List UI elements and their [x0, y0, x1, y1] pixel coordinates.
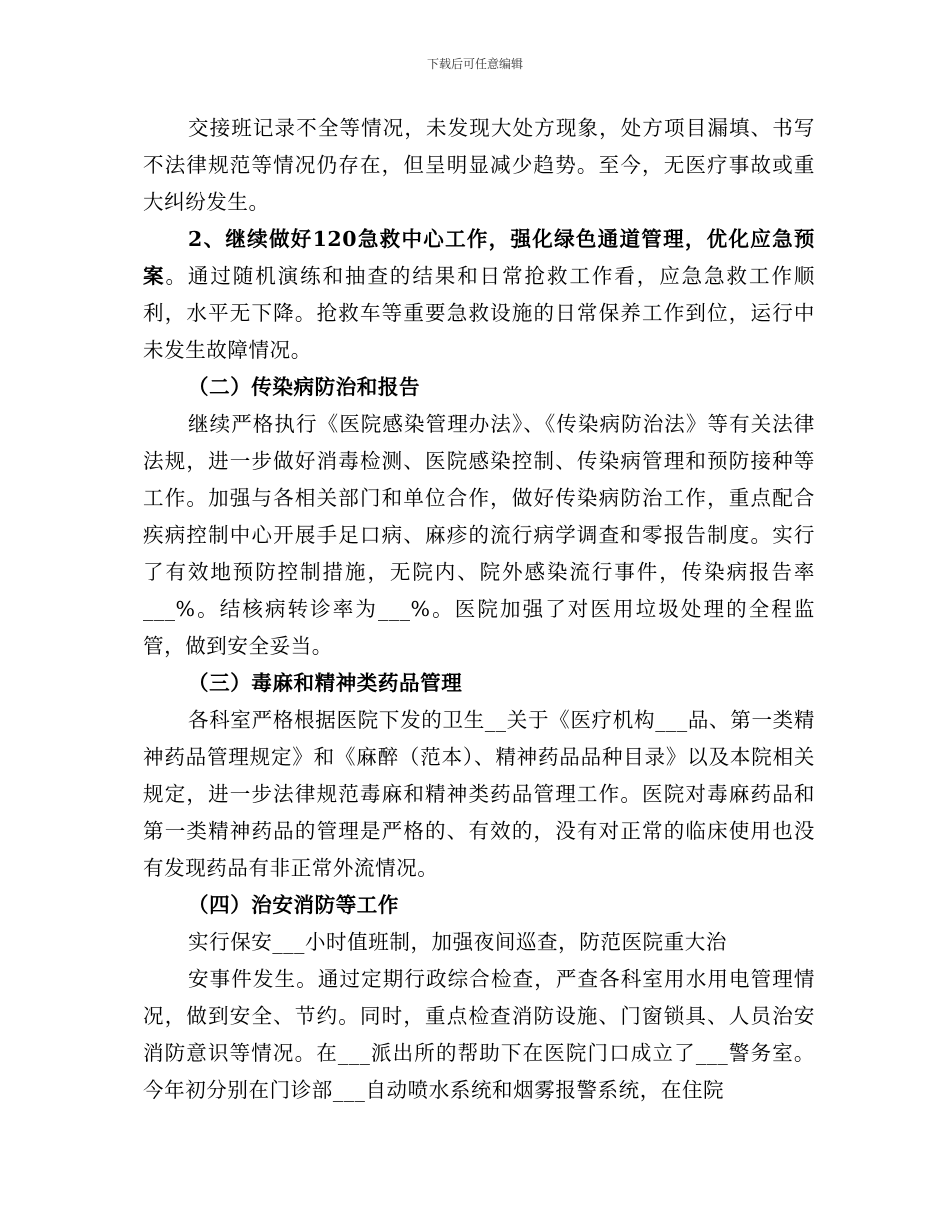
paragraph-3: 继续严格执行《医院感染管理办法》、《传染病防治法》等有关法律法规，进一步做好消毒检测、医院感染控制、传染病管理和预防接种等工作。加强与各相关部门和单位合作，做好传染病防治工作，重点配合疾病控制中心开展手足口病、麻疹的流行病学调查和零报告制度。实行了有效地预防控制措施，无院内、院外感染流行事件，传染病报告率___%。结核病转诊率为___%。医院加强了对医用垃圾处理的全程监管，做到安全妥当。: [143, 412, 815, 658]
section-heading-4: （四）治安消防等工作: [188, 893, 399, 917]
paragraph-1: 交接班记录不全等情况，未发现大处方现象，处方项目漏填、书写不法律规范等情况仍存在，但呈明显减少趋势。至今，无医疗事故或重大纠纷发生。: [143, 116, 815, 214]
document-body: [143, 110, 815, 1109]
paragraph-2: [143, 221, 815, 369]
page-header: 下载后可任意编辑: [426, 57, 523, 71]
paragraph-2-rest: 。通过随机演练和抽查的结果和日常抢救工作看，应急急救工作顺利，水平无下降。抢救车等重要急救设施的日常保养工作到位，运行中未发生故障情况。: [143, 264, 815, 362]
paragraph-5: 实行保安___小时值班制，加强夜间巡查，防范医院重大治: [188, 930, 727, 954]
paragraph-4: 各科室严格根据医院下发的卫生__关于《医疗机构___品、第一类精神药品管理规定》和《麻醉（范本）、精神药品品种目录》以及本院相关规定，进一步法律规范毒麻和精神类药品管理工作。医院对毒麻药品和第一类精神药品的管理是严格的、有效的，没有对正常的临床使用也没有发现药品有非正常外流情况。: [143, 708, 815, 880]
paragraph-6: 安事件发生。通过定期行政综合检查，严查各科室用水用电管理情况，做到安全、节约。同时，重点检查消防设施、门窗锁具、人员治安消防意识等情况。在___派出所的帮助下在医院门口成立了___警务室。今年初分别在门诊部___自动喷水系统和烟雾报警系统，在住院: [143, 967, 815, 1102]
paragraph-2-bold-lead: 2、继续做好120急救中心工作，强化绿色通道管理，优化应急预案: [143, 227, 815, 288]
section-heading-3: （三）毒麻和精神类药品管理: [188, 671, 463, 695]
section-heading-2: （二）传染病防治和报告: [188, 375, 421, 399]
